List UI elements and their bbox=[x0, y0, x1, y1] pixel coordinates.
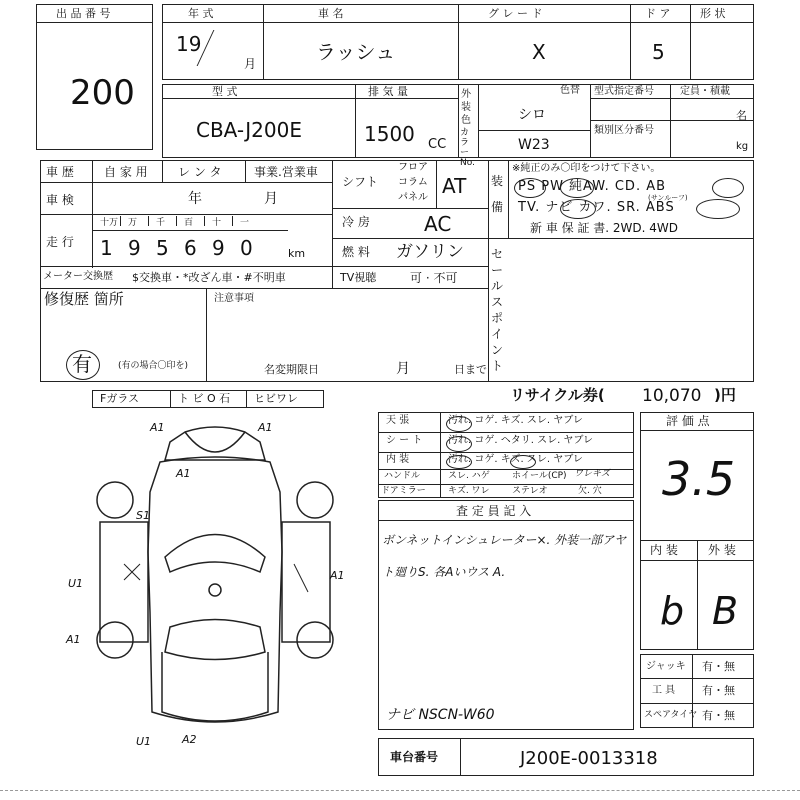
kg-unit: kg bbox=[736, 141, 749, 152]
repair-label: 修復歴 箇所 bbox=[44, 290, 124, 308]
inspector-line1: ボンネットインシュレーター×. 外装一部アヤ bbox=[382, 533, 627, 547]
rename-month: 月 bbox=[396, 361, 410, 377]
sunroof-note: (サンルーフ) bbox=[648, 194, 688, 202]
color-value: シロ bbox=[518, 107, 546, 123]
doors-label: ド ア bbox=[645, 7, 671, 20]
sales-point-label: セールスポイント bbox=[491, 247, 504, 373]
mileage-digit: 1 bbox=[100, 236, 113, 260]
class-label: 類別区分番号 bbox=[594, 125, 654, 136]
fuel-label: 燃 料 bbox=[342, 245, 370, 259]
mileage-digit: 9 bbox=[128, 236, 141, 260]
lot-number: 200 bbox=[70, 73, 135, 113]
digit-place-label: 千 bbox=[156, 218, 166, 228]
inspection-label: 車 検 bbox=[46, 193, 74, 207]
tools-value: 有・無 bbox=[702, 684, 735, 697]
chassis-number: J200E-0013318 bbox=[520, 748, 658, 769]
interior-row-name: 天 張 bbox=[386, 415, 410, 426]
score-value: 3.5 bbox=[662, 452, 736, 506]
color-num-label: カラーNo. bbox=[460, 128, 475, 168]
damage-mark: A1 bbox=[258, 421, 273, 434]
wheel-label: ホイール(CP) bbox=[512, 471, 567, 481]
equipment-note: ※純正のみ〇印をつけて下さい。 bbox=[512, 163, 661, 174]
score-label: 評 価 点 bbox=[666, 414, 710, 428]
shift-floor: フロア bbox=[398, 162, 428, 173]
jack-label: ジャッキ bbox=[646, 661, 686, 672]
model-value: CBA-J200E bbox=[196, 118, 302, 142]
inspection-month-unit: 月 bbox=[264, 191, 278, 207]
color-change-label: 色替 bbox=[560, 85, 580, 96]
ac-value: AC bbox=[424, 212, 452, 236]
tools-label: 工 具 bbox=[652, 685, 676, 696]
tire-note: ナビ NSCN-W60 bbox=[386, 707, 495, 723]
chassis-label: 車台番号 bbox=[390, 750, 439, 764]
exterior-score-label: 外 装 bbox=[708, 543, 736, 557]
equipment-line2: TV. ナビ カワ. SR. ABS bbox=[518, 200, 675, 215]
damage-mark: S1 bbox=[136, 509, 150, 522]
recycle-label: リサイクル券( bbox=[510, 386, 605, 404]
mileage-digit: 6 bbox=[184, 236, 197, 260]
year-value: 19 bbox=[176, 32, 202, 56]
color-code: W23 bbox=[518, 137, 550, 153]
mirror-label: ドアミラー bbox=[381, 486, 426, 496]
recycle-unit: )円 bbox=[714, 386, 736, 404]
damage-mark: A2 bbox=[182, 733, 197, 746]
interior-row-items: 汚れ. コゲ. キズ. スレ. ヤブレ bbox=[448, 454, 583, 465]
fuel-value: ガソリン bbox=[396, 242, 464, 262]
meter-exchange-label: メーター交換歴 bbox=[43, 271, 113, 282]
rename-day: 日まで bbox=[454, 363, 487, 376]
shift-column: コラム bbox=[398, 177, 428, 188]
recycle-amount: 10,070 bbox=[642, 386, 702, 406]
interior-row-name: 内 装 bbox=[386, 454, 410, 465]
stereo-items: 欠. 穴 bbox=[578, 486, 602, 496]
shift-panel: パネル bbox=[398, 192, 428, 203]
doors-value: 5 bbox=[652, 40, 665, 64]
damage-mark: U1 bbox=[136, 735, 152, 748]
month-unit: 月 bbox=[244, 57, 257, 71]
tv-value: 可 · 不可 bbox=[410, 271, 458, 285]
exterior-label: 外装色 bbox=[461, 89, 471, 126]
notes-label: 注意事項 bbox=[214, 293, 254, 304]
spare-value: 有・無 bbox=[702, 709, 735, 722]
model-label: 型 式 bbox=[212, 85, 238, 98]
mileage-digit: 0 bbox=[240, 236, 253, 260]
equipment-line3: 新 車 保 証 書. 2WD. 4WD bbox=[530, 221, 678, 235]
tobi-label: ト ビ O 石 bbox=[178, 392, 231, 405]
repair-value: 有 bbox=[72, 352, 92, 376]
mileage-digit: 9 bbox=[212, 236, 225, 260]
mirror-items: キズ. ワレ bbox=[448, 486, 490, 496]
km-unit: km bbox=[288, 247, 306, 260]
interior-row-items: 汚れ. コゲ. キズ. スレ. ヤブレ bbox=[448, 415, 583, 426]
digit-place-label: 十万 bbox=[100, 218, 119, 228]
mileage-label: 走 行 bbox=[46, 235, 74, 249]
displacement-value: 1500 bbox=[364, 122, 415, 146]
exterior-score: B bbox=[712, 589, 739, 633]
damage-mark: A1 bbox=[176, 467, 191, 480]
car-diagram bbox=[60, 412, 370, 748]
jack-value: 有・無 bbox=[702, 660, 735, 673]
stereo-label: ステレオ bbox=[512, 486, 548, 496]
shift-value: AT bbox=[442, 174, 467, 198]
business-use: 事業.営業車 bbox=[254, 165, 318, 179]
year-label: 年 式 bbox=[188, 7, 214, 20]
type-cert-label: 型式指定番号 bbox=[594, 86, 654, 97]
rental-use: レ ン タ bbox=[178, 165, 222, 179]
damage-mark: A1 bbox=[330, 569, 345, 582]
car-name: ラッシュ bbox=[316, 40, 396, 64]
hibi-label: ヒビワレ bbox=[254, 392, 298, 405]
equipment-line1: PS PW 純AW. CD. AB bbox=[518, 179, 667, 194]
capacity-label: 定員・積載 bbox=[680, 86, 730, 97]
grade-label: グ レ ー ド bbox=[488, 7, 543, 20]
handle-items: スレ. ハゲ bbox=[448, 471, 490, 481]
grade-value: X bbox=[532, 40, 546, 64]
person-unit: 名 bbox=[736, 109, 747, 122]
lot-label: 出 品 番 号 bbox=[56, 7, 111, 20]
interior-score: b bbox=[660, 589, 685, 633]
handle-label: ハンドル bbox=[384, 471, 421, 481]
digit-place-label: 万 bbox=[128, 218, 138, 228]
interior-row-name: シ ー ト bbox=[386, 435, 423, 446]
inspector-label: 査 定 員 記 入 bbox=[456, 504, 532, 518]
shape-label: 形 状 bbox=[700, 7, 726, 20]
equipment-label: 装 備 bbox=[491, 174, 504, 214]
meter-codes: $交換車・*改ざん車・#不明車 bbox=[132, 271, 286, 284]
tv-label: TV視聴 bbox=[340, 271, 377, 284]
ac-label: 冷 房 bbox=[342, 215, 370, 229]
wheel-mark: ワレキズ bbox=[574, 469, 610, 479]
digit-place-label: 一 bbox=[240, 218, 250, 228]
damage-mark: A1 bbox=[66, 633, 81, 646]
inspection-year-unit: 年 bbox=[188, 191, 202, 207]
f-glass-label: Fガラス bbox=[100, 392, 139, 405]
mileage-digit: 5 bbox=[156, 236, 169, 260]
spare-label: スペアタイヤ bbox=[644, 710, 698, 720]
digit-place-label: 十 bbox=[212, 218, 222, 228]
reg-label: 車 歴 bbox=[46, 165, 74, 179]
interior-score-label: 内 装 bbox=[650, 543, 678, 557]
displacement-label: 排 気 量 bbox=[368, 85, 408, 98]
repair-note: (有の場合〇印を) bbox=[118, 361, 189, 371]
rename-deadline: 名変期限日 bbox=[264, 363, 319, 376]
damage-mark: A1 bbox=[150, 421, 165, 434]
cc-unit: CC bbox=[428, 137, 447, 152]
damage-mark: U1 bbox=[68, 577, 84, 590]
car-name-label: 車 名 bbox=[318, 7, 344, 20]
interior-row-items: 汚れ. コゲ. ヘタリ. スレ. ヤブレ bbox=[448, 435, 594, 446]
inspector-line2: ト廻りS. 各Aいウス A. bbox=[382, 565, 506, 579]
shift-label: シフト bbox=[342, 175, 379, 189]
digit-place-label: 百 bbox=[184, 218, 194, 228]
private-use: 自 家 用 bbox=[104, 165, 148, 179]
